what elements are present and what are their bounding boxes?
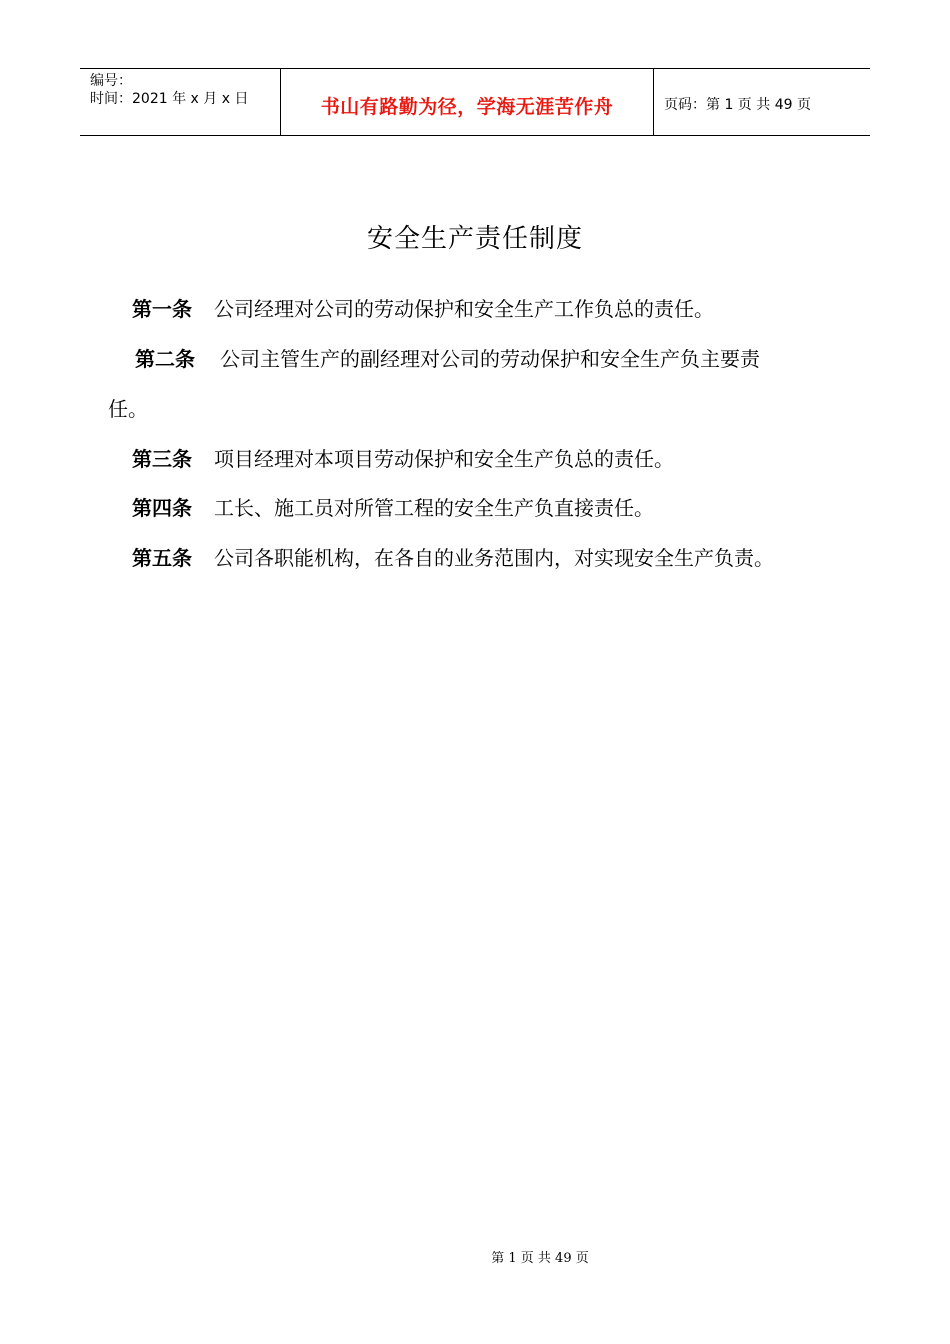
article-text: 公司各职能机构，在各自的业务范围内，对实现安全生产负责。 — [214, 546, 774, 570]
header-table — [80, 68, 870, 136]
serial-label: 编号： — [90, 73, 132, 89]
header-meta-cell — [80, 69, 281, 135]
article-text: 公司主管生产的副经理对公司的劳动保护和安全生产负主要责 — [220, 347, 760, 371]
article-1 — [132, 297, 714, 321]
page-info: 页码：第 1 页 共 49 页 — [664, 97, 811, 113]
page-footer: 第 1 页 共 49 页 — [491, 1251, 589, 1266]
article-number: 第三条 — [132, 447, 192, 471]
article-4 — [132, 496, 654, 520]
article-number: 第二条 — [135, 347, 195, 371]
motto-text: 书山有路勤为径，学海无涯苦作舟 — [320, 95, 614, 118]
article-text: 工长、施工员对所管工程的安全生产负直接责任。 — [214, 496, 654, 520]
document-title: 安全生产责任制度 — [366, 224, 583, 254]
header-page-cell — [654, 69, 870, 135]
date-label: 时间：2021 年 x 月 x 日 — [90, 91, 249, 107]
article-3 — [132, 447, 674, 471]
header-motto-cell — [281, 69, 654, 135]
article-5 — [132, 546, 774, 570]
article-number: 第四条 — [132, 496, 192, 520]
article-2-continuation: 任。 — [108, 397, 148, 421]
article-2 — [135, 347, 760, 371]
article-text: 项目经理对本项目劳动保护和安全生产负总的责任。 — [214, 447, 674, 471]
article-text: 公司经理对公司的劳动保护和安全生产工作负总的责任。 — [214, 297, 714, 321]
article-number: 第一条 — [132, 297, 192, 321]
article-number: 第五条 — [132, 546, 192, 570]
